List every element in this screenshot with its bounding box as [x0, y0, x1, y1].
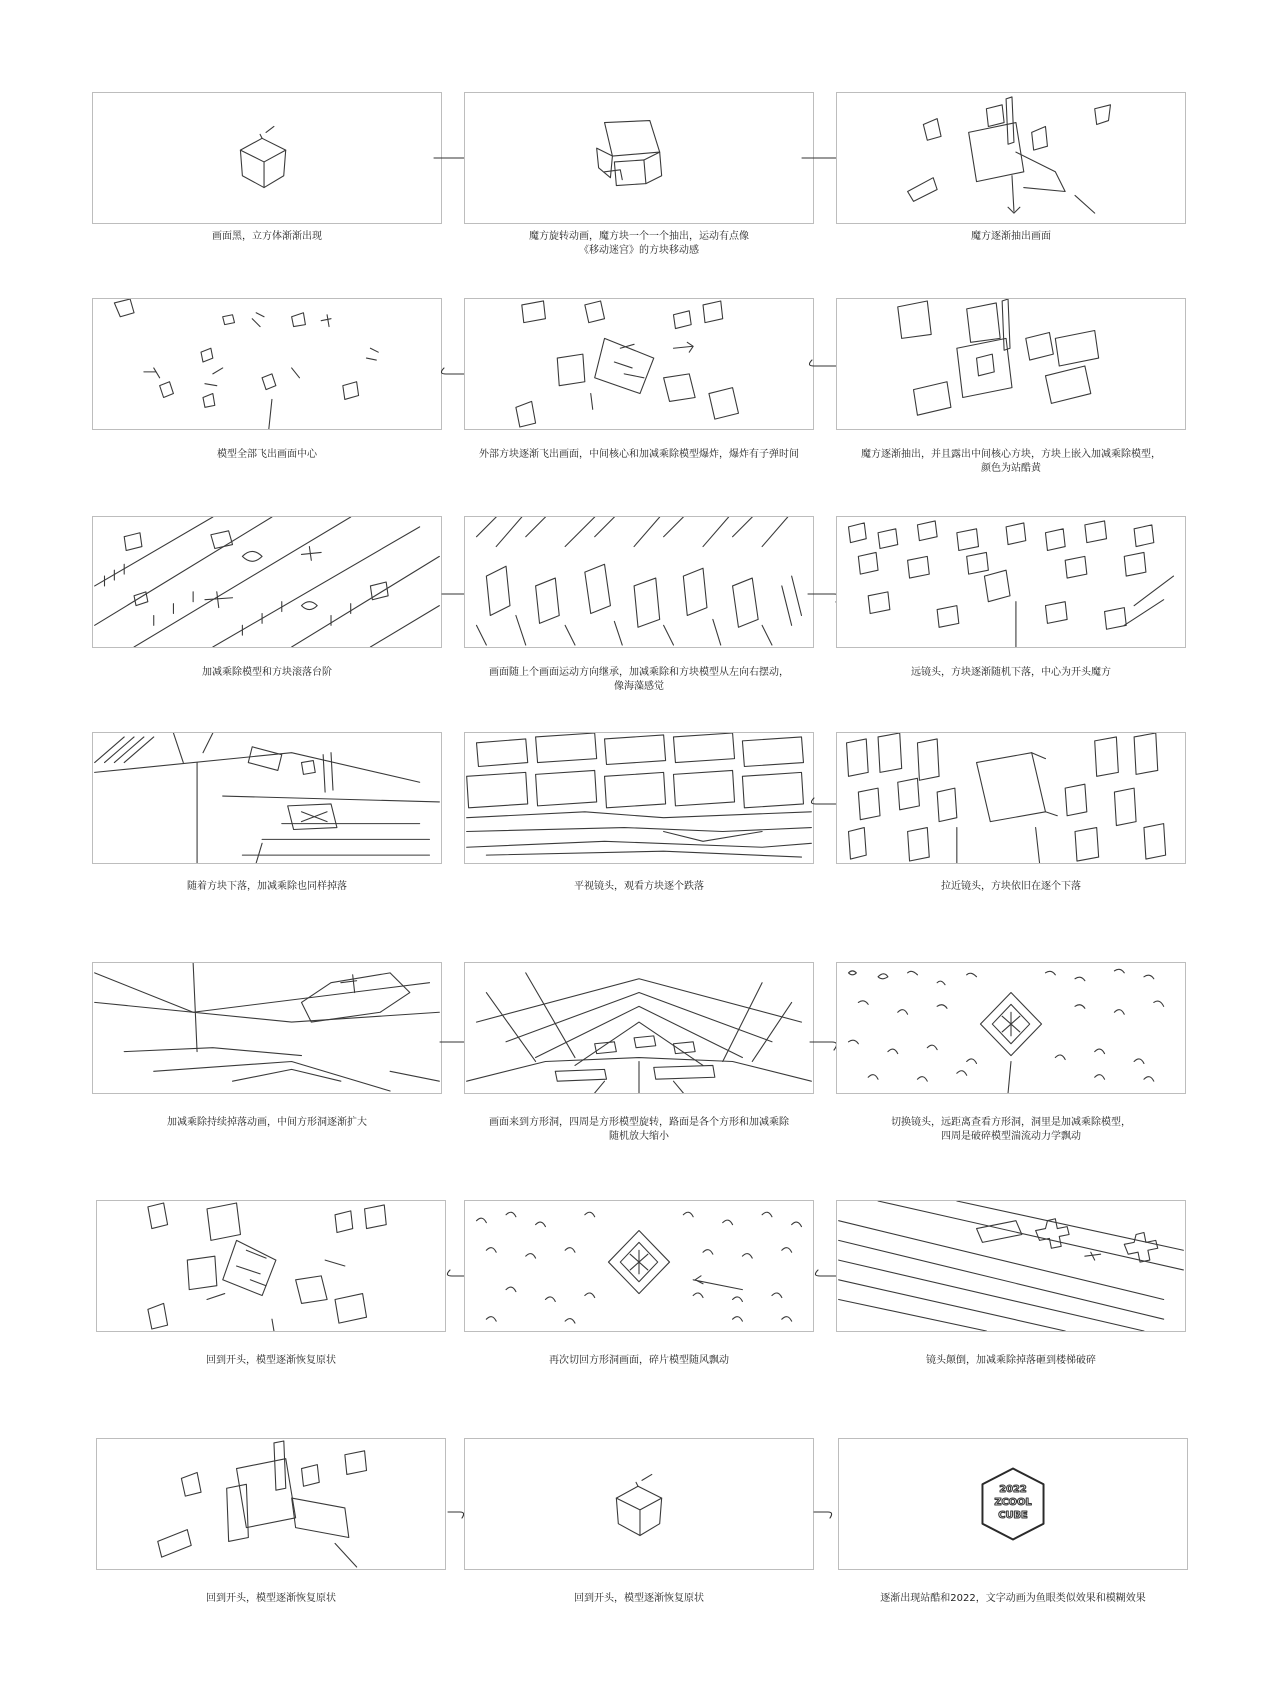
storyboard-panel-3: [836, 92, 1186, 224]
caption-7: 加减乘除模型和方块滚落台阶: [202, 667, 332, 678]
logo-cube: CUBE: [998, 1509, 1028, 1521]
caption-5: 外部方块逐渐飞出画面，中间核心和加减乘除模型爆炸，爆炸有子弹时间: [479, 449, 799, 460]
storyboard-panel-17: [464, 1200, 814, 1332]
core-explosion-sketch: [465, 299, 813, 429]
caption-10: 随着方块下落，加减乘除也同样掉落: [187, 881, 347, 892]
storyboard-panel-13: [92, 962, 442, 1094]
caption-4: 模型全部飞出画面中心: [217, 449, 317, 460]
logo-zcool: ZCOOL: [994, 1496, 1032, 1508]
inverted-stairs-sketch: [837, 1201, 1185, 1331]
storyboard-panel-11: [464, 732, 814, 864]
logo-year: 2022: [999, 1484, 1027, 1496]
reassemble-cube-sketch: [97, 1439, 445, 1569]
caption-18: 镜头颠倒，加减乘除掉落砸到楼梯破碎: [926, 1355, 1096, 1366]
caption-15: 切换镜头，远距离查看方形洞，洞里是加减乘除模型， 四周是破碎模型湍流动力学飘动: [891, 1117, 1131, 1142]
storyboard-panel-10: [92, 732, 442, 864]
falling-cubes-sketch: [837, 517, 1185, 647]
eye-level-cubes-sketch: [465, 733, 813, 863]
cube-sketch: [465, 1439, 813, 1569]
storyboard-panel-2: [464, 92, 814, 224]
caption-20: 回到开头，模型逐渐恢复原状: [574, 1593, 704, 1604]
falling-symbols-sketch: [93, 733, 441, 863]
caption-14: 画面来到方形洞，四周是方形模型旋转，路面是各个方形和加减乘除 随机放大缩小: [489, 1117, 789, 1142]
storyboard-panel-14: [464, 962, 814, 1094]
caption-6: 魔方逐渐抽出，并且露出中间核心方块，方块上嵌入加减乘除模型， 颜色为站酷黄: [861, 449, 1161, 474]
rolling-stairs-sketch: [93, 517, 441, 647]
caption-9: 远镜头，方块逐渐随机下落，中心为开头魔方: [911, 667, 1111, 678]
storyboard-panel-4: [92, 298, 442, 430]
storyboard-panel-20: [464, 1438, 814, 1570]
caption-1: 画面黑，立方体渐渐出现: [212, 231, 322, 242]
caption-13: 加减乘除持续掉落动画，中间方形洞逐渐扩大: [167, 1117, 367, 1128]
storyboard-panel-12: [836, 732, 1186, 864]
caption-19: 回到开头，模型逐渐恢复原状: [206, 1593, 336, 1604]
storyboard-panel-5: [464, 298, 814, 430]
close-up-cubes-sketch: [837, 733, 1185, 863]
distant-hole-debris-sketch: [837, 963, 1185, 1093]
storyboard-panel-21: [838, 1438, 1188, 1570]
caption-12: 拉近镜头，方块依旧在逐个下落: [941, 881, 1081, 892]
zcool-logo: [839, 1439, 1187, 1569]
caption-17: 再次切回方形洞画面，碎片模型随风飘动: [549, 1355, 729, 1366]
tunnel-sketch: [465, 963, 813, 1093]
core-cube-sketch: [837, 299, 1185, 429]
seaweed-swing-sketch: [465, 517, 813, 647]
storyboard-panel-18: [836, 1200, 1186, 1332]
storyboard-panel-7: [92, 516, 442, 648]
storyboard-panel-6: [836, 298, 1186, 430]
rotating-cube-sketch: [465, 93, 813, 223]
storyboard-panel-9: [836, 516, 1186, 648]
arrow-right-icon: [812, 1502, 838, 1522]
exploding-cubes-sketch: [93, 299, 441, 429]
storyboard-panel-8: [464, 516, 814, 648]
storyboard-panel-16: [96, 1200, 446, 1332]
hole-wind-debris-sketch: [465, 1201, 813, 1331]
cube-sketch: [93, 93, 441, 223]
square-hole-sketch: [93, 963, 441, 1093]
caption-16: 回到开头，模型逐渐恢复原状: [206, 1355, 336, 1366]
caption-3: 魔方逐渐抽出画面: [971, 231, 1051, 242]
storyboard-panel-1: [92, 92, 442, 224]
cube-extraction-sketch: [837, 93, 1185, 223]
reassemble-cubes-sketch: [97, 1201, 445, 1331]
caption-2: 魔方旋转动画，魔方块一个一个抽出，运动有点像 《移动迷宫》的方块移动感: [529, 231, 749, 256]
storyboard-panel-15: [836, 962, 1186, 1094]
caption-21: 逐渐出现站酷和2022，文字动画为鱼眼类似效果和模糊效果: [880, 1593, 1146, 1604]
storyboard-panel-19: [96, 1438, 446, 1570]
caption-11: 平视镜头，观看方块逐个跌落: [574, 881, 704, 892]
caption-8: 画面随上个画面运动方向继承，加减乘除和方块模型从左向右摆动， 像海藻感觉: [489, 667, 789, 692]
